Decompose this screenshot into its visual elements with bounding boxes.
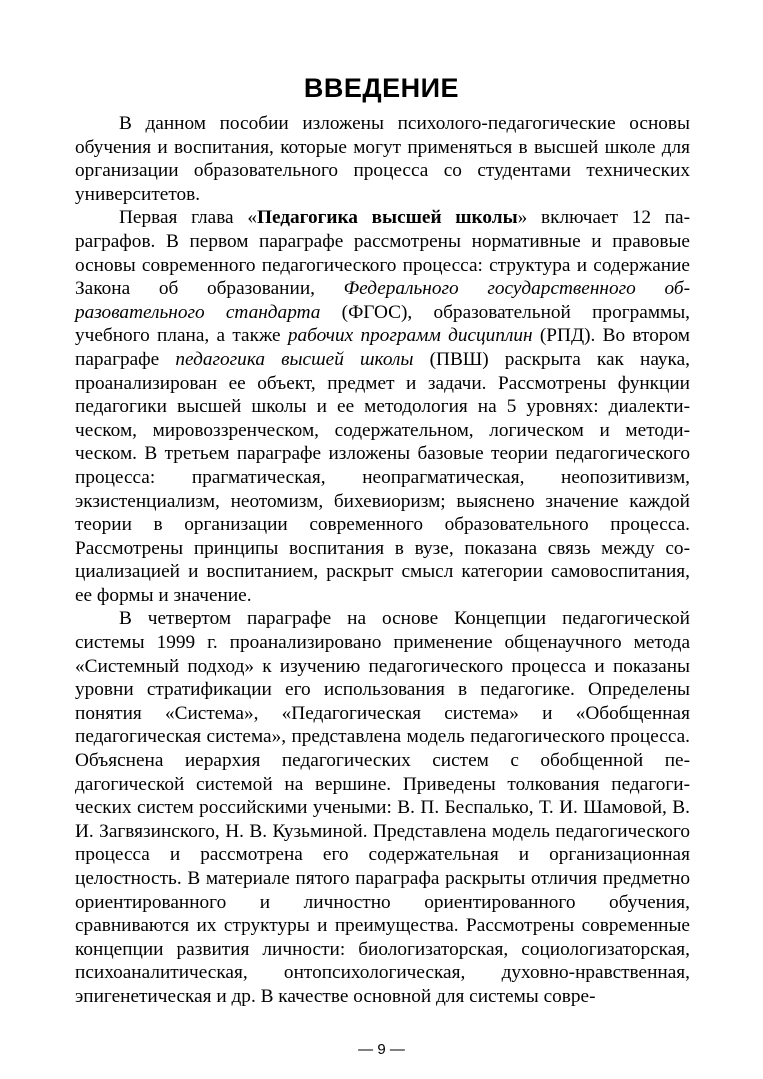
paragraph-1 [75, 112, 690, 206]
text-segment: В четвертом параграфе на основе Концепции педагогической системы 1999 г. проанализировано применение общенаучного метода «Системный подход» к изучению педагогического процесса и показаны уровни стратификации его использования в педагогике. Определены понятия «Система», «Педагогическая система» и «Обобщенная педагогическая система», представлена модель педагогического процесса. Объяснена иерархия педагогических систем с обобщенной педагогической системой на вершине. Приведены толкования педагогических систем российскими учеными: В. П. Беспалько, Т. И. Шамовой, В. И. Загвязинского, Н. В. Кузьминой. Представлена модель педагогического процесса и рассмотрена его содержательная и организационная целостность. В материале пятого параграфа раскрыты отличия предметно ориентированного и личностно ориентированного обучения, сравниваются их структуры и преимущества. Рассмотрены современные концепции развития личности: биологизаторская, социологизаторская, психоаналитическая, онтопсихологическая, духовно-нравственная, эпигенетическая и др. В качестве основной для системы совре- [75, 608, 690, 1007]
term-italic: Федерального государственного образовательного стандарта [75, 278, 690, 323]
text-segment: » включает 12 параграфов. В первом параграфе рассмотрены нормативные и правовые основы современного педагогического процесса: структура и содержание Закона об образовании, [75, 207, 691, 300]
text-segment: (ФГОС), образовательной программы, учебного плана, а также [75, 301, 690, 347]
text-segment: (РПД). Во втором параграфе [75, 325, 690, 370]
body-text [75, 112, 690, 1009]
page-title: ВВЕДЕНИЕ [303, 73, 460, 104]
text-segment: Первая глава « [119, 207, 257, 229]
page-number: — 9 — [358, 1041, 405, 1058]
chapter-name-bold: Педагогика высшей школы [256, 207, 518, 229]
term-italic: педагогика высшей школы [175, 348, 414, 370]
term-italic: рабочих программ дисциплин [287, 325, 533, 347]
paragraph-2 [75, 206, 690, 607]
text-segment: В данном пособии изложены психолого-педагогические основы обучения и воспитания, которые могут применяться в высшей школе для организации образовательного процесса со студентами технических университетов. [75, 113, 690, 205]
paragraph-3 [75, 607, 690, 1008]
text-segment: (ПВШ) раскрыта как наука, проанализирован ее объект, предмет и задачи. Рассмотрены функции педагогики высшей школы и ее методология на 5 уровнях: диалектическом, мировоззренческом, содержательном, логическом и методическом. В третьем параграфе изложены базовые теории педагогического процесса: прагматическая, неопрагматическая, неопозитивизм, экзистенциализм, неотомизм, бихевиоризм; выяснено значение каждой теории в организации современного образовательного процесса. Рассмотрены принципы воспитания в вузе, показана связь между социализацией и воспитанием, раскрыт смысл категории самовоспитания, ее формы и значение. [75, 348, 690, 606]
